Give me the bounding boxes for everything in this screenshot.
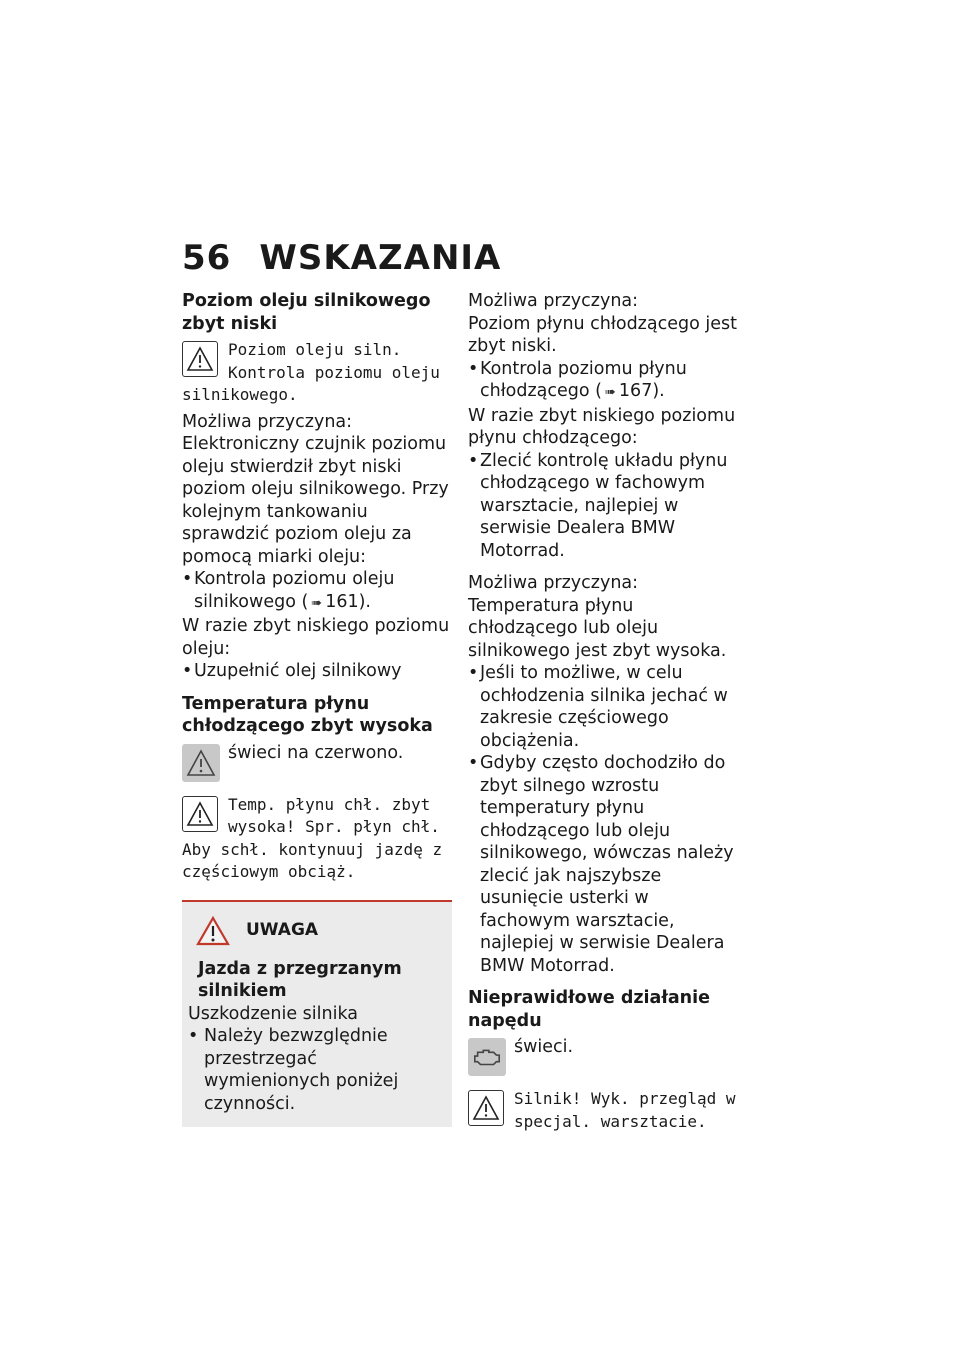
page-ref-arrow-icon: ➠ (311, 595, 323, 611)
warning-box (182, 900, 452, 1128)
section-title-oil-level: Poziom oleju silnikowego zbyt niski (182, 291, 431, 334)
caution-icon (196, 916, 230, 946)
bullet-list (468, 358, 738, 405)
engine-light-icon (468, 1038, 506, 1076)
section-title-coolant-temp: Temperatura płynu chłodzącego zbyt wysoka (182, 693, 433, 736)
low-level-label: W razie zbyt niskiego poziomu oleju: (182, 616, 450, 659)
list-item: • Kontrola poziomu oleju silnikowego ( ➠ 161). (182, 568, 452, 615)
cause-text: Poziom płynu chłodzącego jest zbyt niski. (468, 313, 737, 356)
display-message-coolant (182, 794, 452, 884)
indicator-light-coolant (182, 742, 452, 784)
light-status: świeci. (514, 1037, 574, 1057)
warning-header (196, 916, 446, 946)
cause-label: Możliwa przyczyna: (182, 411, 353, 432)
warning-text: Uszkodzenie silnika (188, 1003, 359, 1024)
indicator-light-engine (468, 1036, 738, 1078)
cause-text: Temperatura płynu chłodzącego lub oleju silnikowego jest zbyt wysoka. (468, 595, 727, 661)
warning-title: Jazda z przegrzanym silnikiem (198, 958, 402, 1001)
cause-text: Elektroniczny czujnik poziomu oleju stwierdził zbyt niski poziom oleju silnikowego. Przy kolejnym tankowaniu sprawdzić poziom oleju za pomocą miarki oleju: (182, 434, 449, 567)
bullet-list (182, 660, 452, 683)
display-text: Silnik! Wyk. przegląd w specjal. warsztacie. (514, 1089, 736, 1131)
bullet-list (468, 450, 738, 563)
list-item: • Należy bezwzględnie przestrzegać wymienionych poniżej czynności. (188, 1025, 446, 1115)
bullet-list (468, 662, 738, 977)
low-level-label: W razie zbyt niskiego poziomu płynu chłodzącego: (468, 405, 736, 448)
cause-label: Możliwa przyczyna: (468, 291, 639, 311)
display-message-oil (182, 339, 452, 407)
list-item: • Jeśli to możliwe, w celu ochłodzenia silnika jechać w zakresie częściowego obciążenia. (468, 662, 738, 752)
light-status: świeci na czerwono. (228, 742, 404, 763)
display-text: Temp. płynu chł. zbyt wysoka! Spr. płyn chł. Aby schł. kontynuuj jazdę z częściowym obciąż. (182, 794, 443, 881)
page-title (182, 238, 501, 278)
section-title-drive-fault: Nieprawidłowe działanie napędu (468, 988, 710, 1031)
display-text: Poziom oleju siln. Kontrola poziomu oleju silnikowego. (182, 340, 440, 404)
chapter-title: WSKAZANIA (259, 238, 502, 278)
list-item: • Uzupełnić olej silnikowy (182, 660, 452, 683)
warning-light-icon (182, 744, 220, 782)
list-item: • Gdyby często dochodziło do zbyt silnego wzrostu temperatury płynu chłodzącego lub oleju silnikowego, wówczas należy zlecić jak najszybsze usunięcie usterki w fachowym warsztacie, najlepiej w serwisie Dealera BMW Motorrad. (468, 752, 738, 977)
warning-triangle-icon (182, 796, 218, 832)
list-item: • Zlecić kontrolę układu płynu chłodzącego w fachowym warsztacie, najlepiej w serwisie Dealera BMW Motorrad. (468, 450, 738, 563)
warning-triangle-icon (468, 1090, 504, 1126)
warning-label: UWAGA (246, 920, 319, 941)
page-number: 56 (182, 238, 232, 278)
list-item: • Kontrola poziomu płynu chłodzącego ( ➠ 167). (468, 358, 738, 405)
warning-triangle-icon (182, 341, 218, 377)
right-column (468, 290, 738, 1133)
left-column (182, 290, 452, 1127)
display-message-engine (468, 1088, 738, 1133)
bullet-list (182, 568, 452, 615)
cause-label: Możliwa przyczyna: (468, 573, 639, 593)
page-ref-arrow-icon: ➠ (605, 385, 616, 400)
bullet-list (188, 1025, 446, 1115)
